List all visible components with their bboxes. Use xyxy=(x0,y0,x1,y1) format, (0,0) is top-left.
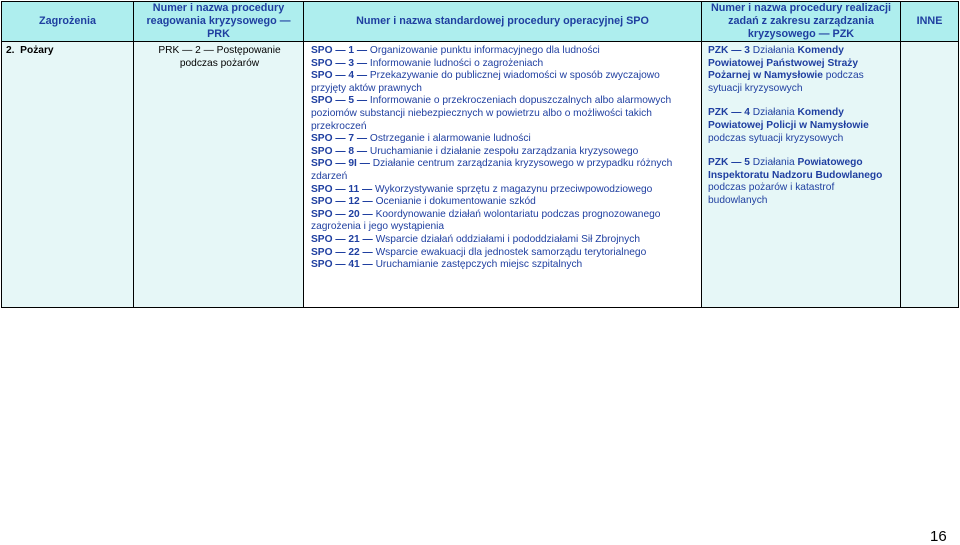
prk-cell xyxy=(134,42,304,308)
header-prk: Numer i nazwa procedury reagowania kryzysowego — PRK xyxy=(134,2,304,42)
spo-code: SPO — 41 — xyxy=(311,259,373,271)
spo-code: SPO — 5 — xyxy=(311,95,368,107)
pzk-post: podczas pożarów i katastrof budowlanych xyxy=(708,182,835,206)
spo-item xyxy=(311,184,693,197)
spo-text: Wsparcie działań oddziałami i pododdziałami Sił Zbrojnych xyxy=(375,233,640,245)
pzk-code: PZK — 5 xyxy=(708,157,750,169)
spo-code: SPO — 1 — xyxy=(311,45,368,56)
pzk-item xyxy=(708,107,896,145)
spo-item xyxy=(311,196,693,209)
spo-code: SPO — 11 — xyxy=(311,183,373,195)
pzk-list xyxy=(708,45,896,208)
pzk-unit: Powiatowego Inspektoratu Nadzoru Budowlanego xyxy=(708,157,883,181)
prk-text: PRK — 2 — Postępowanie podczas pożarów xyxy=(158,45,281,69)
threat-number: 2. xyxy=(6,45,15,56)
spo-item xyxy=(311,70,693,95)
spo-code: SPO — 22 — xyxy=(311,246,373,258)
page-number: 16 xyxy=(930,528,947,545)
spo-cell xyxy=(304,42,702,308)
pzk-code: PZK — 4 xyxy=(708,107,750,119)
pzk-item xyxy=(708,45,896,95)
pzk-code: PZK — 3 xyxy=(708,45,750,56)
spo-text: Wsparcie ewakuacji dla jednostek samorządu terytorialnego xyxy=(375,246,647,258)
spo-code: SPO — 4 — xyxy=(311,70,368,82)
pzk-post: podczas sytuacji kryzysowych xyxy=(708,70,864,94)
spo-text: Informowanie o przekroczeniach dopuszczalnych albo alarmowych poziomów substancji niebezpiecznych w powietrzu albo o możliwości takich przekroczeń xyxy=(311,95,672,132)
spo-code: SPO — 3 — xyxy=(311,57,368,69)
threat-cell xyxy=(2,42,134,308)
spo-item xyxy=(311,58,693,71)
spo-text: Uruchamianie i działanie zespołu zarządzania kryzysowego xyxy=(369,145,639,157)
spo-item xyxy=(311,234,693,247)
pzk-unit: Komendy Powiatowej Państwowej Straży Pożarnej w Namysłowie xyxy=(708,45,859,82)
pzk-pre: Działania xyxy=(752,45,795,56)
threat-name: Pożary xyxy=(20,45,54,56)
pzk-pre: Działania xyxy=(752,107,795,119)
pzk-cell xyxy=(702,42,901,308)
header-threats: Zagrożenia xyxy=(2,2,134,42)
spo-item xyxy=(311,133,693,146)
spo-text: Wykorzystywanie sprzętu z magazynu przeciwpowodziowego xyxy=(375,183,653,195)
spo-item xyxy=(311,209,693,234)
pzk-pre: Działania xyxy=(752,157,795,169)
spo-text: Koordynowanie działań wolontariatu podczas prognozowanego zagrożenia i jego wystąpienia xyxy=(311,208,661,233)
header-row xyxy=(2,2,959,42)
spo-code: SPO — 7 — xyxy=(311,133,368,145)
spo-text: Działanie centrum zarządzania kryzysowego w przypadku różnych zdarzeń xyxy=(311,158,673,182)
spo-code: SPO — 21 — xyxy=(311,233,373,245)
spo-list xyxy=(311,45,693,272)
spo-text: Przekazywanie do publicznej wiadomości w sposób zwyczajowo przyjęty aktów prawnych xyxy=(311,70,660,94)
table-row xyxy=(2,42,959,308)
spo-item xyxy=(311,95,693,133)
spo-code: SPO — 9I — xyxy=(311,158,370,170)
pzk-unit: Komendy Powiatowej Policji w Namysłowie xyxy=(708,107,869,131)
spo-text: Informowanie ludności o zagrożeniach xyxy=(369,57,544,69)
pzk-item xyxy=(708,157,896,207)
other-cell xyxy=(901,42,959,308)
header-other: INNE xyxy=(901,2,959,42)
spo-item xyxy=(311,259,693,272)
spo-code: SPO — 8 — xyxy=(311,145,368,157)
pzk-post: podczas sytuacji kryzysowych xyxy=(708,132,844,144)
spo-text: Ostrzeganie i alarmowanie ludności xyxy=(369,133,531,145)
spo-text: Ocenianie i dokumentowanie szkód xyxy=(375,196,536,208)
spo-code: SPO — 20 — xyxy=(311,208,373,220)
spo-item xyxy=(311,158,693,183)
spo-item xyxy=(311,45,693,58)
spo-text: Organizowanie punktu informacyjnego dla ludności xyxy=(369,45,600,56)
procedures-table xyxy=(1,1,959,308)
spo-item xyxy=(311,247,693,260)
header-spo: Numer i nazwa standardowej procedury operacyjnej SPO xyxy=(304,2,702,42)
spo-code: SPO — 12 — xyxy=(311,196,373,208)
spo-item xyxy=(311,146,693,159)
header-pzk: Numer i nazwa procedury realizacji zadań z zakresu zarządzania kryzysowego — PZK xyxy=(702,2,901,42)
spo-text: Uruchamianie zastępczych miejsc szpitalnych xyxy=(375,259,583,271)
